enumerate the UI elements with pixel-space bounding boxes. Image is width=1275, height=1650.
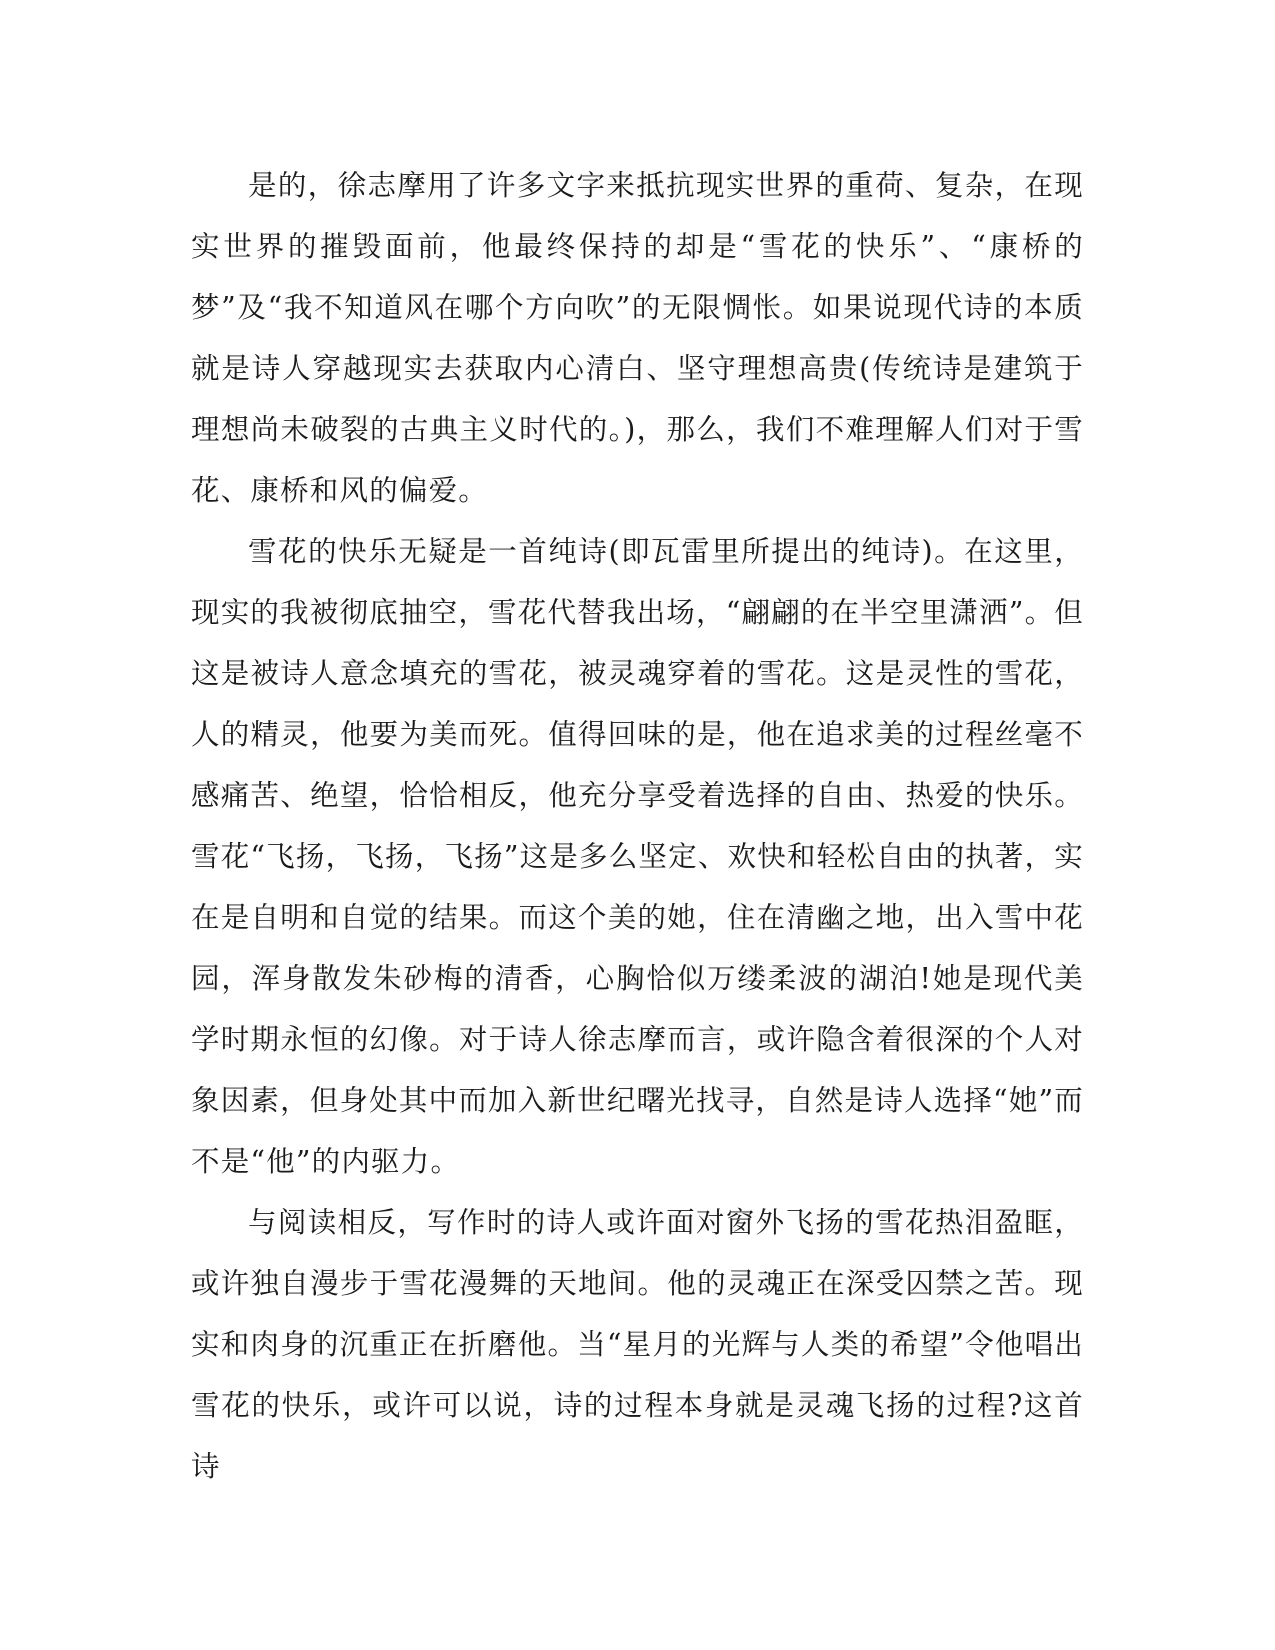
paragraph-1: 是的，徐志摩用了许多文字来抵抗现实世界的重荷、复杂，在现实世界的摧毁面前，他最终保持的却是“雪花的快乐”、“康桥的梦”及“我不知道风在哪个方向吹”的无限惆怅。如果说现代诗的本质就是诗人穿越现实去获取内心清白、坚守理想高贵(传统诗是建筑于理想尚未破裂的古典主义时代的。)，那么，我们不难理解人们对于雪花、康桥和风的偏爱。 — [191, 169, 1084, 507]
paragraph-3: 与阅读相反，写作时的诗人或许面对窗外飞扬的雪花热泪盈眶，或许独自漫步于雪花漫舞的天地间。他的灵魂正在深受囚禁之苦。现实和肉身的沉重正在折磨他。当“星月的光辉与人类的希望”令他唱出雪花的快乐，或许可以说，诗的过程本身就是灵魂飞扬的过程?这首诗 — [191, 1206, 1084, 1483]
document-body — [191, 155, 1084, 1497]
paragraph-2: 雪花的快乐无疑是一首纯诗(即瓦雷里所提出的纯诗)。在这里，现实的我被彻底抽空，雪花代替我出场，“翩翩的在半空里潇洒”。但这是被诗人意念填充的雪花，被灵魂穿着的雪花。这是灵性的雪花，人的精灵，他要为美而死。值得回味的是，他在追求美的过程丝毫不感痛苦、绝望，恰恰相反，他充分享受着选择的自由、热爱的快乐。雪花“飞扬，飞扬，飞扬”这是多么坚定、欢快和轻松自由的执著，实在是自明和自觉的结果。而这个美的她，住在清幽之地，出入雪中花园，浑身散发朱砂梅的清香，心胸恰似万缕柔波的湖泊!她是现代美学时期永恒的幻像。对于诗人徐志摩而言，或许隐含着很深的个人对象因素，但身处其中而加入新世纪曙光找寻，自然是诗人选择“她”而不是“他”的内驱力。 — [191, 535, 1084, 1178]
